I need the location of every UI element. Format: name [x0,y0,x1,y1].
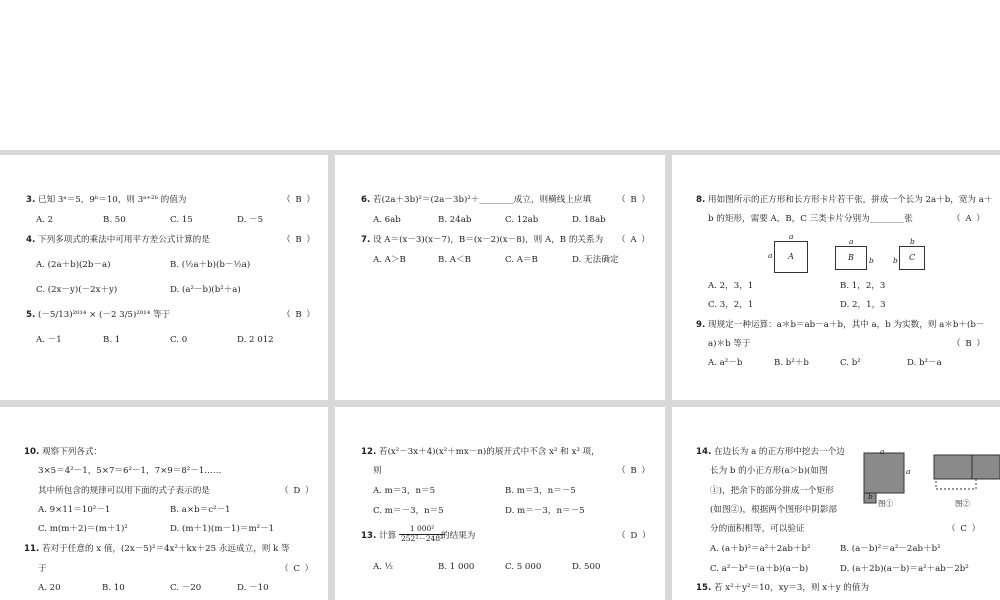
question-9 [696,320,984,331]
question-13-tail: 的结果为 [441,531,476,541]
card-b-rectangle: B [835,246,867,270]
question-number: 13. [361,531,377,541]
question-10 [24,447,102,458]
option-d: D. b²－a [907,358,942,368]
option-d: D. 无法确定 [572,255,619,265]
answer-8: （ A ） [952,214,986,224]
option-b: B. b²＋b [774,358,809,368]
option-c: C. 3，2，1 [708,300,754,310]
side-label-a: a [880,447,885,456]
option-a: A. (a＋b)²＝a²＋2ab＋b² [710,544,811,554]
option-c: C. (2x－y)(－2x＋y) [36,285,118,295]
question-number: 4. [26,235,36,245]
card-b-side-label: b [869,256,874,265]
question-3 [26,195,186,206]
question-12-line2: 则 [373,466,382,476]
question-9-line2: a)＊b 等于 [708,339,751,349]
answer-14: （ C ） [947,524,982,534]
option-b: B. (a－b)²＝a²－2ab＋b² [840,544,941,554]
question-13 [361,531,396,542]
question-number: 9. [696,320,706,330]
question-10-line3: 其中所包含的规律可以用下面的式子表示的是 [38,486,210,496]
shaded-rectangle [934,455,1000,479]
option-b: B. A＜B [438,255,471,265]
answer-9: （ B ） [952,339,986,349]
option-d: D. (a²－b)(b²＋a) [170,285,241,295]
question-number: 11. [24,544,40,554]
question-text: 若 x²＋y²＝10，xy＝3，则 x＋y 的值为 [713,583,870,593]
option-b: B. (½a＋b)(b－½a) [170,260,251,270]
panel-questions-3-5 [0,155,328,400]
option-d: D. (m＋1)(m－1)＝m²－1 [170,524,275,534]
panel-questions-6-7 [335,155,665,400]
question-12 [361,447,600,458]
option-d: D. －5 [237,215,264,225]
answer-13: （ D ） [617,531,652,541]
question-number: 12. [361,447,377,457]
option-d: D. (a＋2b)(a－b)＝a²＋ab－2b² [840,564,969,574]
fraction-denominator: 252²－248² [401,533,444,543]
question-text: 计算 [378,531,397,541]
question-8 [696,195,992,206]
question-15 [696,583,869,594]
option-b: B. a×b＝c²－1 [170,505,231,515]
option-a: A. －1 [36,335,62,345]
question-number: 8. [696,195,706,205]
option-c: C. 0 [170,335,188,345]
option-c: C. m(m＋2)＝(m＋1)² [38,524,128,534]
option-d: D. 18ab [572,215,606,225]
question-text: 若对于任意的 x 值，(2x－5)²＝4x²＋kx＋25 永远成立，则 k 等 [41,544,290,554]
question-number: 10. [24,447,40,457]
option-b: B. 24ab [438,215,472,225]
question-number: 7. [361,235,371,245]
answer-6: （ B ） [617,195,651,205]
question-14-line3: ①)，把余下的部分拼成一个矩形 [710,486,834,496]
question-number: 5. [26,310,36,320]
option-c: C. a²－b²＝(a＋b)(a－b) [710,564,809,574]
option-d: D. －10 [237,583,269,593]
question-11 [24,544,290,555]
option-b: B. 1 [103,335,121,345]
option-c: C. －20 [170,583,202,593]
question-number: 6. [361,195,371,205]
option-a: A. 9×11＝10²－1 [38,505,111,515]
answer-10: （ D ） [280,486,315,496]
option-a: A. 2 [36,215,54,225]
option-b: B. 10 [102,583,125,593]
question-8-line2: b 的矩形，需要 A，B，C 三类卡片分别为________张 [708,214,913,224]
option-c: C. b² [840,358,861,368]
question-number: 14. [696,447,712,457]
figure-2-rectangle [930,447,1000,499]
question-text: 用如图所示的正方形和长方形卡片若干张，拼成一个长为 2a＋b，宽为 a＋ [707,195,993,205]
question-5 [26,310,170,321]
panel-questions-10-11 [0,407,328,600]
dashed-piece [936,479,976,489]
panel-questions-14-15 [672,407,1000,600]
option-b: B. m＝3，n＝－5 [505,486,576,496]
option-a: A. 2，3，1 [708,281,754,291]
side-label-a: a [906,467,911,476]
question-number: 3. [26,195,36,205]
option-a: A. ½ [373,562,393,572]
question-text: 已知 3ᵃ＝5，9ᵇ＝10，则 3ᵃ⁺²ᵇ 的值为 [37,195,187,205]
question-text: 在边长为 a 的正方形中挖去一个边 [713,447,845,457]
option-d: D. m＝－3，n＝－5 [505,506,585,516]
question-14-line4: (如图②)，根据两个图形中阴影部 [710,505,838,515]
card-b-side-label: a [849,237,854,246]
question-14-line5: 分的面积相等，可以验证 [710,524,805,534]
figure-1-caption: 图① [878,499,893,508]
option-c: C. 5 000 [505,562,542,572]
question-text: (－5/13)²⁰¹⁴ × (－2 3/5)²⁰¹⁴ 等于 [37,310,171,320]
question-text: 观察下列各式： [41,447,103,457]
panel-questions-8-9 [672,155,1000,400]
card-c-side-label: b [910,237,915,246]
option-b: B. 1，2，3 [840,281,886,291]
fraction-numerator: 1 000² [399,525,445,535]
option-a: A. m＝3，n＝5 [373,486,436,496]
side-label-b: b [868,492,873,501]
question-4 [26,235,210,246]
question-7 [361,235,603,246]
question-text: 若(2a＋3b)²＝(2a－3b)²＋________成立，则横线上应填 [372,195,592,205]
question-text: 设 A＝(x－3)(x－7)，B＝(x－2)(x－8)，则 A，B 的关系为 [372,235,604,245]
option-c: C. 12ab [505,215,539,225]
question-text: 若(x²－3x＋4)(x²＋mx－n)的展开式中不含 x² 和 x³ 项， [378,447,600,457]
answer-7: （ A ） [617,235,651,245]
answer-3: （ B ） [282,195,316,205]
option-a: A. (2a＋b)(2b－a) [36,260,111,270]
card-c-square: C [899,246,925,270]
question-11-line2: 于 [38,564,47,574]
fraction [399,525,445,543]
option-a: A. 6ab [373,215,401,225]
option-c: C. m＝－3，n＝5 [373,506,444,516]
card-a-side-label: a [789,232,794,241]
option-c: C. 15 [170,215,193,225]
panel-questions-12-13 [335,407,665,600]
option-a: A. a²－b [708,358,743,368]
card-a-side-label: a [768,251,773,260]
option-b: B. 1 000 [438,562,475,572]
option-a: A. 20 [38,583,61,593]
question-text: 现规定一种运算：a＊b＝ab－a＋b，其中 a，b 为实数，则 a＊b＋(b－ [707,320,985,330]
option-d: D. 500 [572,562,601,572]
question-6 [361,195,591,206]
option-d: D. 2 012 [237,335,274,345]
question-10-line2: 3×5＝4²－1，5×7＝6²－1，7×9＝8²－1…… [38,466,222,476]
answer-12: （ B ） [617,466,651,476]
question-14 [696,447,845,458]
figure-2-caption: 图② [955,499,970,508]
question-number: 15. [696,583,712,593]
answer-11: （ C ） [280,564,315,574]
card-c-side-label: b [893,256,898,265]
question-14-line2: 长为 b 的小正方形(a＞b)(如图 [710,466,828,476]
question-text: 下列多项式的乘法中可用平方差公式计算的是 [37,235,210,245]
option-c: C. A＝B [505,255,538,265]
option-a: A. A＞B [373,255,406,265]
answer-5: （ B ） [282,310,316,320]
option-b: B. 50 [103,215,126,225]
card-a-square: A [774,241,808,273]
answer-4: （ B ） [282,235,316,245]
option-d: D. 2，1，3 [840,300,886,310]
